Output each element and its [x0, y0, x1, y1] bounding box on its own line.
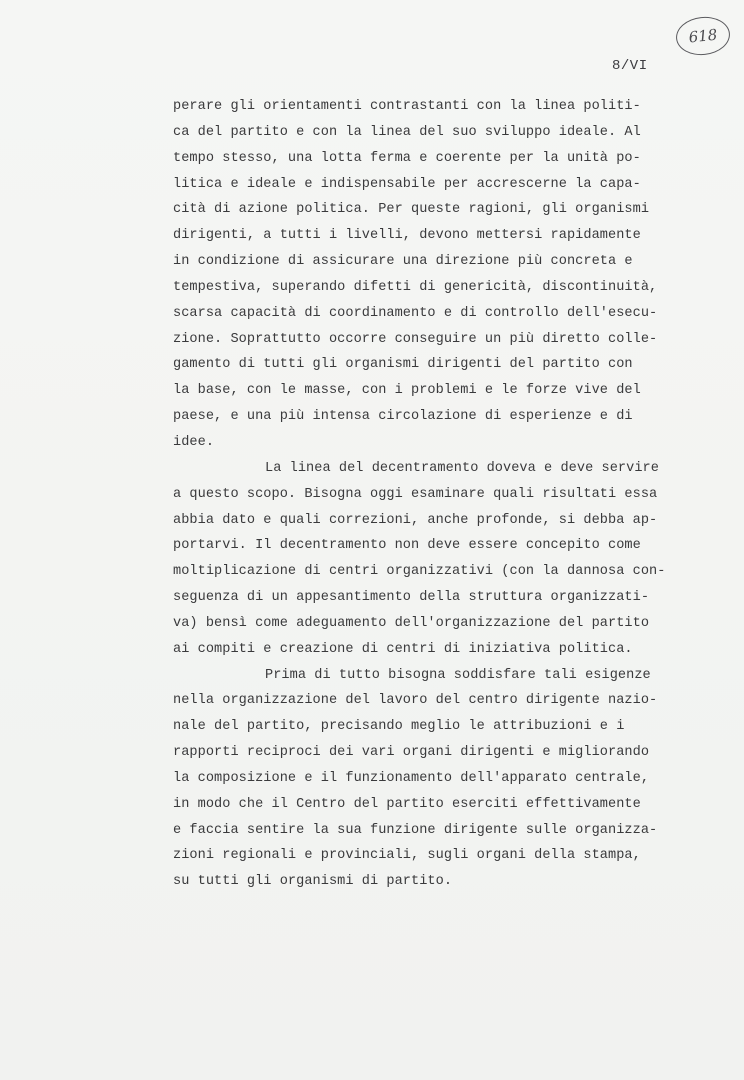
text-line: tempo stesso, una lotta ferma e coerente per la unità po- — [173, 150, 641, 166]
text-line: abbia dato e quali correzioni, anche profonde, si debba ap- — [173, 512, 658, 528]
text-line: a questo scopo. Bisogna oggi esaminare quali risultati essa — [173, 486, 658, 502]
text-line: litica e ideale e indispensabile per accrescerne la capa- — [173, 176, 641, 192]
document-body — [173, 94, 733, 895]
text-line: ai compiti e creazione di centri di iniziativa politica. — [173, 641, 633, 657]
archive-stamp — [674, 14, 732, 57]
page-number: 8/VI — [612, 58, 648, 74]
text-line: seguenza di un appesantimento della struttura organizzati- — [173, 590, 650, 606]
text-line: va) bensì come adeguamento dell'organizzazione del partito — [173, 615, 650, 631]
text-line: paese, e una più intensa circolazione di esperienze e di — [173, 409, 633, 425]
text-line: portarvi. Il decentramento non deve essere concepito come — [173, 538, 641, 554]
text-line: La linea del decentramento doveva e deve servire — [265, 460, 659, 476]
text-line: nale del partito, precisando meglio le attribuzioni e i — [173, 719, 625, 735]
text-line: perare gli orientamenti contrastanti con la linea politi- — [173, 99, 641, 114]
text-line: in modo che il Centro del partito eserciti effettivamente — [173, 796, 641, 812]
text-line: idee. — [173, 434, 215, 450]
text-line: zione. Soprattutto occorre conseguire un più diretto colle- — [173, 331, 658, 347]
text-line: gamento di tutti gli organismi dirigenti del partito con — [173, 357, 633, 373]
text-line: tempestiva, superando difetti di genericità, discontinuità, — [173, 279, 658, 295]
archive-stamp-number: 618 — [687, 25, 719, 47]
text-line: cità di azione politica. Per queste ragioni, gli organismi — [173, 202, 650, 218]
text-line: la base, con le masse, con i problemi e le forze vive del — [173, 383, 641, 399]
text-line: Prima di tutto bisogna soddisfare tali esigenze — [265, 667, 651, 683]
text-line: su tutti gli organismi di partito. — [173, 874, 453, 890]
text-line: dirigenti, a tutti i livelli, devono mettersi rapidamente — [173, 228, 641, 244]
text-line: moltiplicazione di centri organizzativi (con la dannosa con- — [173, 564, 666, 580]
text-line: nella organizzazione del lavoro del centro dirigente nazio- — [173, 693, 658, 709]
text-line: in condizione di assicurare una direzione più concreta e — [173, 254, 633, 270]
text-line: zioni regionali e provinciali, sugli organi della stampa, — [173, 848, 641, 864]
text-line: ca del partito e con la linea del suo sviluppo ideale. Al — [173, 124, 641, 140]
text-line: e faccia sentire la sua funzione dirigente sulle organizza- — [173, 822, 658, 838]
text-line: rapporti reciproci dei vari organi dirigenti e migliorando — [173, 745, 650, 761]
text-line: scarsa capacità di coordinamento e di controllo dell'esecu- — [173, 305, 658, 321]
text-line: la composizione e il funzionamento dell'apparato centrale, — [173, 770, 650, 786]
